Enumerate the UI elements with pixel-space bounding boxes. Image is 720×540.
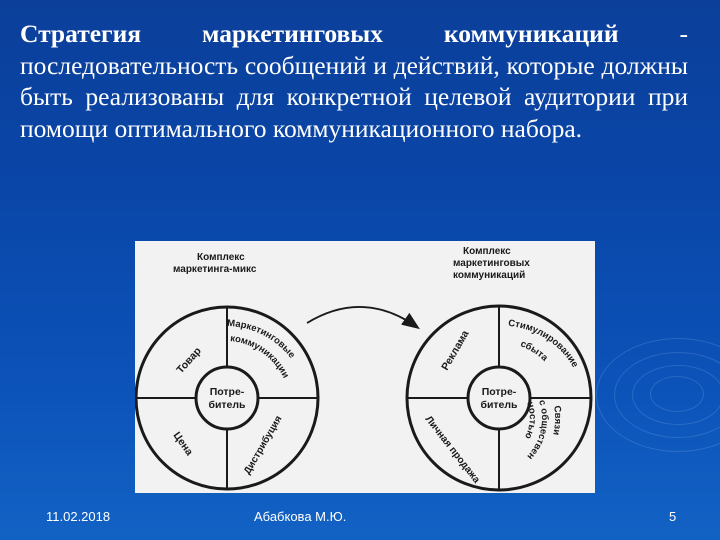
water-ripple — [650, 376, 704, 412]
sector-communications-path: коммуникации — [229, 333, 292, 381]
right-center-line1: Потре- — [481, 386, 517, 398]
marketing-diagram — [135, 241, 595, 493]
sector-pr-path1: Связи — [550, 404, 564, 437]
left-center-line1: Потре- — [209, 386, 245, 398]
left-title-line2: маркетинга-микс — [173, 264, 257, 275]
marketing-mix-circle — [136, 307, 318, 489]
left-center-line2: битель — [208, 399, 246, 411]
right-title-line3: коммуникаций — [453, 270, 526, 281]
footer-page-number: 5 — [669, 509, 677, 524]
heading-term: Стратегия маркетинговых коммуникаций — [20, 19, 619, 48]
sector-pr-path3: ностью — [522, 400, 538, 441]
sector-public-relations-line1 — [550, 405, 563, 436]
sector-marketing-path: Маркетинговые — [226, 317, 298, 361]
sector-product: Товар — [174, 345, 204, 377]
slide-heading — [20, 18, 688, 144]
left-title-line1: Комплекс — [197, 252, 245, 263]
sector-personal-selling: Личная продажа — [422, 414, 482, 486]
heading-definition: - последовательность сообщений и действий, которые должны быть реализованы для конкретной целевой аудитории при помощи оптимального коммуникационного набора. — [20, 19, 688, 143]
sector-advertising: Реклама — [439, 328, 472, 373]
right-title-line1: Комплекс — [463, 246, 511, 257]
sector-price: Цена — [170, 429, 196, 458]
sector-distribution: Дистрибуция — [242, 414, 285, 477]
marketing-communications-circle — [407, 306, 591, 490]
footer-date: 11.02.2018 — [46, 509, 111, 524]
sector-sales-promotion-path: Стимулирование — [507, 317, 581, 370]
sector-pr-path2: с обществен — [524, 398, 551, 462]
diagram-svg — [135, 241, 595, 493]
footer-author: Абабкова М.Ю. — [254, 509, 347, 524]
sector-sales-promotion-line2 — [519, 338, 551, 364]
right-title-line2: маркетинговых — [453, 258, 530, 269]
right-center-line2: битель — [480, 399, 518, 411]
transition-arrow — [307, 307, 417, 327]
sector-sales-promotion-path2: сбыта — [518, 338, 550, 364]
